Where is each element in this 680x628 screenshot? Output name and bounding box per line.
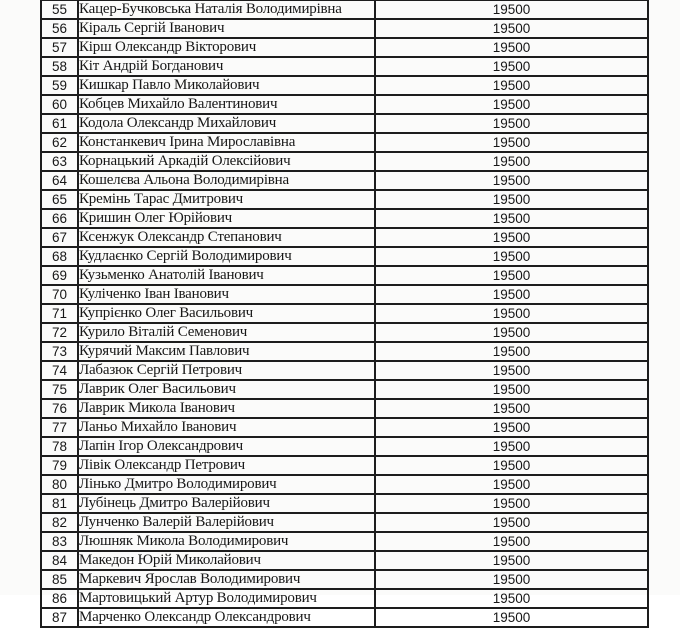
row-number: 76 [41, 399, 78, 418]
person-name: Люшняк Микола Володимирович [78, 532, 375, 551]
payment-value: 19500 [375, 361, 648, 380]
payment-value: 19500 [375, 589, 648, 608]
table-row [41, 285, 648, 304]
person-name: Кіт Андрій Богданович [78, 57, 375, 76]
person-name: Лінько Дмитро Володимирович [78, 475, 375, 494]
person-name: Лівік Олександр Петрович [78, 456, 375, 475]
payment-value: 19500 [375, 437, 648, 456]
row-number: 87 [41, 608, 78, 627]
person-name: Маркевич Ярослав Володимирович [78, 570, 375, 589]
payment-value: 19500 [375, 532, 648, 551]
payment-value: 19500 [375, 38, 648, 57]
payment-value: 19500 [375, 266, 648, 285]
payment-value: 19500 [375, 494, 648, 513]
table-row [41, 171, 648, 190]
row-number: 59 [41, 76, 78, 95]
person-name: Кірш Олександр Вікторович [78, 38, 375, 57]
payment-value: 19500 [375, 19, 648, 38]
row-number: 80 [41, 475, 78, 494]
person-name: Кіраль Сергій Іванович [78, 19, 375, 38]
payment-value: 19500 [375, 304, 648, 323]
person-name: Ксенжук Олександр Степанович [78, 228, 375, 247]
row-number: 72 [41, 323, 78, 342]
person-name: Кишкар Павло Миколайович [78, 76, 375, 95]
row-number: 75 [41, 380, 78, 399]
payment-value: 19500 [375, 399, 648, 418]
table-row [41, 228, 648, 247]
table-row [41, 361, 648, 380]
person-name: Констанкевич Ірина Мирославівна [78, 133, 375, 152]
payment-value: 19500 [375, 608, 648, 627]
person-name: Лабазюк Сергій Петрович [78, 361, 375, 380]
person-name: Лапін Ігор Олександрович [78, 437, 375, 456]
person-name: Лунченко Валерій Валерійович [78, 513, 375, 532]
table-row [41, 380, 648, 399]
payment-value: 19500 [375, 228, 648, 247]
person-name: Марченко Олександр Олександрович [78, 608, 375, 627]
row-number: 69 [41, 266, 78, 285]
table-row [41, 399, 648, 418]
person-name: Кудлаєнко Сергій Володимирович [78, 247, 375, 266]
person-name: Мартовицький Артур Володимирович [78, 589, 375, 608]
payments-table [40, 0, 649, 628]
person-name: Кремінь Тарас Дмитрович [78, 190, 375, 209]
person-name: Купрієнко Олег Васильович [78, 304, 375, 323]
payment-value: 19500 [375, 171, 648, 190]
row-number: 68 [41, 247, 78, 266]
payment-value: 19500 [375, 323, 648, 342]
payment-value: 19500 [375, 456, 648, 475]
row-number: 66 [41, 209, 78, 228]
row-number: 56 [41, 19, 78, 38]
person-name: Кузьменко Анатолій Іванович [78, 266, 375, 285]
table-row [41, 323, 648, 342]
person-name: Кобцев Михайло Валентинович [78, 95, 375, 114]
table-row [41, 570, 648, 589]
person-name: Македон Юрій Миколайович [78, 551, 375, 570]
person-name: Курило Віталій Семенович [78, 323, 375, 342]
table-row [41, 532, 648, 551]
table-row [41, 342, 648, 361]
table-row [41, 304, 648, 323]
payment-value: 19500 [375, 152, 648, 171]
table-row [41, 437, 648, 456]
payments-table-body [41, 0, 648, 627]
row-number: 77 [41, 418, 78, 437]
payment-value: 19500 [375, 95, 648, 114]
payment-value: 19500 [375, 342, 648, 361]
row-number: 63 [41, 152, 78, 171]
person-name: Кодола Олександр Михайлович [78, 114, 375, 133]
payment-value: 19500 [375, 114, 648, 133]
row-number: 57 [41, 38, 78, 57]
row-number: 60 [41, 95, 78, 114]
table-row [41, 95, 648, 114]
table-row [41, 152, 648, 171]
table-row [41, 494, 648, 513]
row-number: 86 [41, 589, 78, 608]
row-number: 67 [41, 228, 78, 247]
person-name: Куліченко Іван Іванович [78, 285, 375, 304]
row-number: 58 [41, 57, 78, 76]
table-row [41, 19, 648, 38]
row-number: 74 [41, 361, 78, 380]
row-number: 70 [41, 285, 78, 304]
table-row [41, 266, 648, 285]
table-row [41, 513, 648, 532]
person-name: Лаврик Микола Іванович [78, 399, 375, 418]
payment-value: 19500 [375, 0, 648, 19]
payment-value: 19500 [375, 76, 648, 95]
table-row [41, 456, 648, 475]
row-number: 78 [41, 437, 78, 456]
payment-value: 19500 [375, 209, 648, 228]
payment-value: 19500 [375, 285, 648, 304]
person-name: Кошелєва Альона Володимирівна [78, 171, 375, 190]
row-number: 73 [41, 342, 78, 361]
table-row [41, 551, 648, 570]
row-number: 85 [41, 570, 78, 589]
row-number: 64 [41, 171, 78, 190]
person-name: Ланьо Михайло Іванович [78, 418, 375, 437]
person-name: Кацер-Бучковська Наталія Володимирівна [78, 0, 375, 19]
person-name: Лубінець Дмитро Валерійович [78, 494, 375, 513]
table-row [41, 209, 648, 228]
payment-value: 19500 [375, 418, 648, 437]
row-number: 61 [41, 114, 78, 133]
payment-value: 19500 [375, 133, 648, 152]
row-number: 79 [41, 456, 78, 475]
table-row [41, 475, 648, 494]
table-row [41, 38, 648, 57]
table-row [41, 190, 648, 209]
row-number: 83 [41, 532, 78, 551]
person-name: Лаврик Олег Васильович [78, 380, 375, 399]
person-name: Кришин Олег Юрійович [78, 209, 375, 228]
payment-value: 19500 [375, 551, 648, 570]
table-row [41, 247, 648, 266]
table-row [41, 418, 648, 437]
table-row [41, 0, 648, 19]
row-number: 62 [41, 133, 78, 152]
table-row [41, 76, 648, 95]
row-number: 81 [41, 494, 78, 513]
person-name: Курячий Максим Павлович [78, 342, 375, 361]
row-number: 84 [41, 551, 78, 570]
row-number: 55 [41, 0, 78, 19]
table-row [41, 608, 648, 627]
payment-value: 19500 [375, 513, 648, 532]
table-row [41, 589, 648, 608]
payment-value: 19500 [375, 475, 648, 494]
row-number: 65 [41, 190, 78, 209]
row-number: 82 [41, 513, 78, 532]
table-row [41, 57, 648, 76]
payment-value: 19500 [375, 380, 648, 399]
payment-value: 19500 [375, 570, 648, 589]
payment-value: 19500 [375, 57, 648, 76]
payment-value: 19500 [375, 190, 648, 209]
table-row [41, 133, 648, 152]
table-row [41, 114, 648, 133]
person-name: Корнацький Аркадій Олексійович [78, 152, 375, 171]
payment-value: 19500 [375, 247, 648, 266]
row-number: 71 [41, 304, 78, 323]
